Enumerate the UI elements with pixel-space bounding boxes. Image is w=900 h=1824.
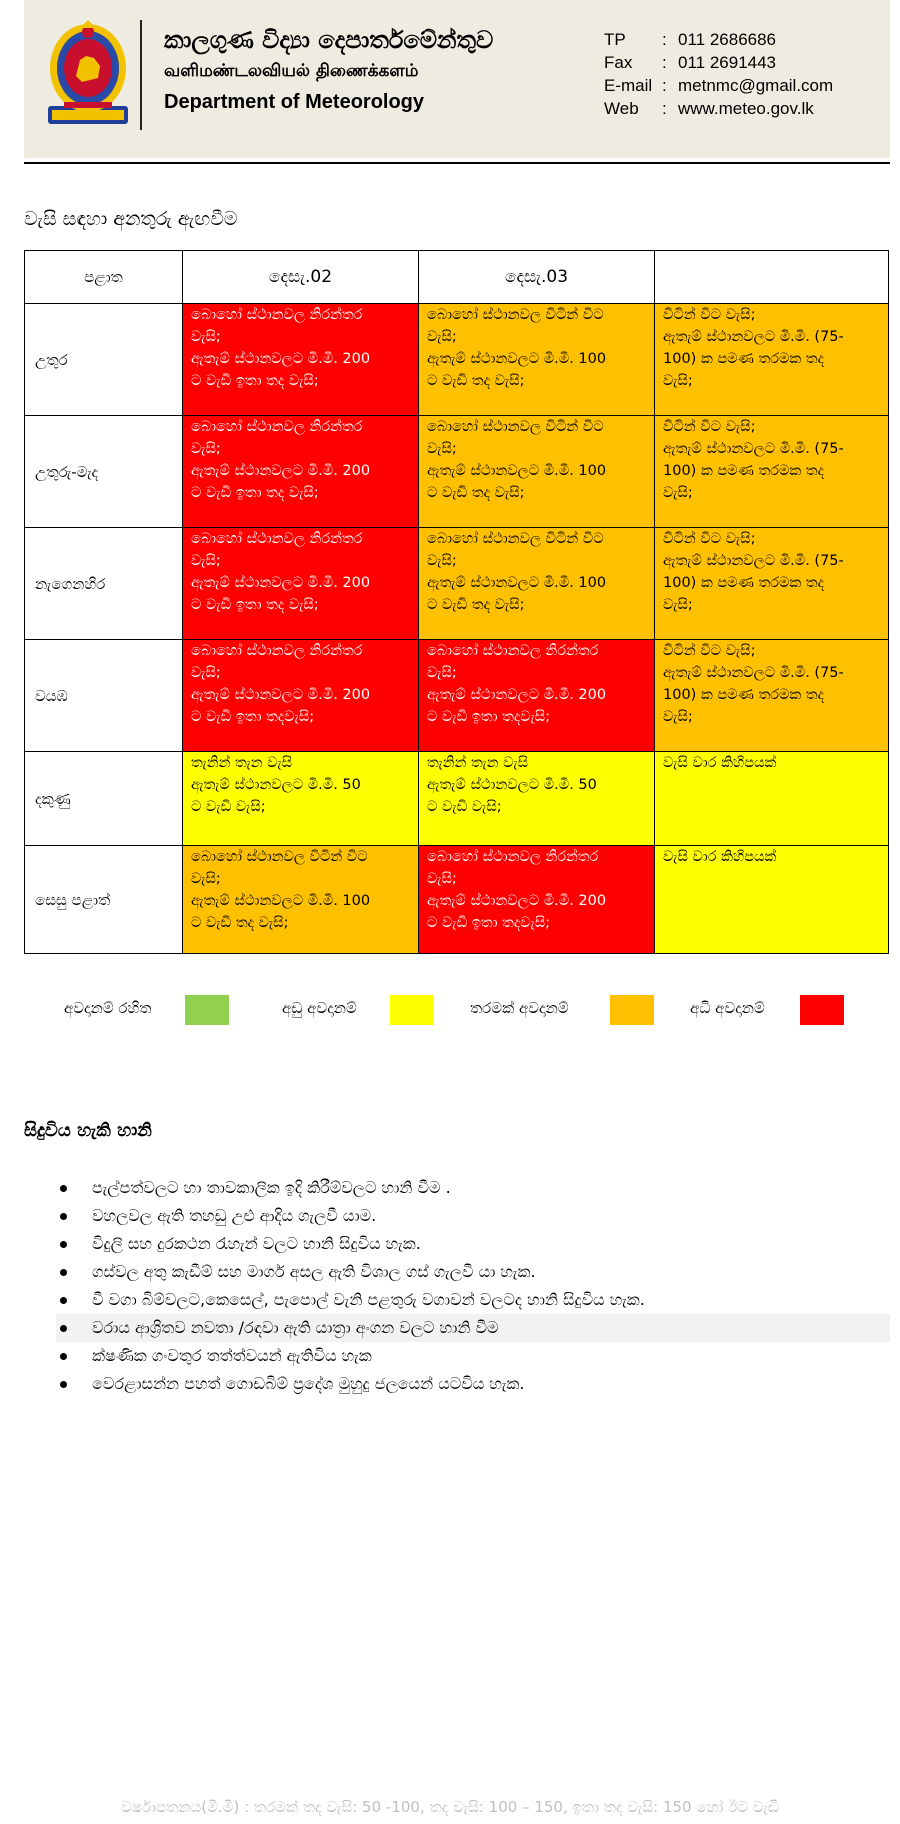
forecast-line: ඇතැම් ස්ථානවලට මි.මී. 200 <box>427 687 607 703</box>
list-item: ගස්වල අතු කැඩීම් සහ මාර්ග අසල ඇති විශාල ගස් ගැලවී යා හැක. <box>56 1258 890 1286</box>
legend-label-low-risk: අඩු අවදානම් <box>282 999 357 1017</box>
forecast-line: බොහෝ ස්ථානවල විටින් විට <box>427 531 604 547</box>
forecast-line: බොහෝ ස්ථානවල නිරන්තර <box>191 307 363 323</box>
forecast-line: බොහෝ ස්ථානවල නිරන්තර <box>427 849 599 865</box>
contact-email[interactable]: E-mail : metnmc@gmail.com <box>604 76 834 95</box>
forecast-line: වැසි; <box>427 665 457 681</box>
forecast-cell <box>655 416 889 528</box>
forecast-line: ට වැඩි තද වැසි; <box>427 373 525 389</box>
forecast-line: බොහෝ ස්ථානවල නිරන්තර <box>191 643 363 659</box>
forecast-line: වැසි; <box>427 871 457 887</box>
forecast-cell <box>183 640 419 752</box>
forecast-line: ට වැඩි වැසි; <box>191 799 266 815</box>
list-item: වී වගා බිම්වලට,කෙසෙල්, පැපොල් වැනි පළතුරු වගාවන් වලටද හානි සිදුවිය හැක. <box>56 1286 890 1314</box>
forecast-line: බොහෝ ස්ථානවල විටින් විට <box>427 307 604 323</box>
org-name-tamil: வளிமண்டலவியல் திணைக்களம் <box>164 61 419 81</box>
impacts-list <box>56 1174 890 1398</box>
forecast-line: වැසි වාර කිහිපයක් <box>663 755 777 771</box>
forecast-line: 100) ක පමණ තරමක තද <box>663 687 825 703</box>
forecast-line: වැසි; <box>191 441 221 457</box>
forecast-line: වැසි; <box>663 709 693 725</box>
forecast-line: ඇතැම් ස්ථානවලට මි.මී. 200 <box>191 687 371 703</box>
forecast-line: වැසි; <box>191 329 221 345</box>
national-emblem-logo <box>46 18 130 130</box>
list-item: වරාය ආශ්‍රිතව නවතා /රඳවා ඇති යාත්‍රා අංගන වලට හානි වීම <box>56 1314 890 1342</box>
legend-label-high-risk: අධි අවදානම් <box>690 999 765 1017</box>
legend-label-moderate-risk: තරමක් අවදානම් <box>470 999 569 1017</box>
forecast-line: වැසි; <box>427 553 457 569</box>
table-row <box>25 416 889 528</box>
forecast-line: වැසි; <box>427 441 457 457</box>
forecast-cell <box>419 846 655 954</box>
table-header-row <box>25 251 889 304</box>
warning-section-title: වැසි සඳහා අනතුරු ඇඟවීම <box>24 208 238 230</box>
forecast-line: විටින් විට වැසි; <box>663 307 756 323</box>
forecast-line: ට වැඩි ඉතා තදවැසි; <box>427 709 551 725</box>
forecast-cell <box>419 640 655 752</box>
forecast-cell <box>655 528 889 640</box>
forecast-cell <box>183 304 419 416</box>
forecast-line: ඇතැම් ස්ථානවලට මි.මී. 50 <box>191 777 361 793</box>
forecast-line: බොහෝ ස්ථානවල නිරන්තර <box>191 531 363 547</box>
forecast-line: බොහෝ ස්ථානවල විටින් විට <box>191 849 368 865</box>
region-cell: උතුරු-මැද <box>25 416 183 528</box>
forecast-line: ට වැඩි ඉතා තදවැසි; <box>191 709 315 725</box>
forecast-line: ඇතැම් ස්ථානවලට මි.මී. (75- <box>663 329 844 345</box>
forecast-line: ට වැඩි ඉතා තද වැසි; <box>191 373 319 389</box>
legend-swatch-no-risk <box>185 995 229 1025</box>
forecast-line: 100) ක පමණ තරමක තද <box>663 463 825 479</box>
forecast-line: ඇතැම් ස්ථානවලට මි.මී. 100 <box>427 463 607 479</box>
table-row <box>25 640 889 752</box>
forecast-line: ඇතැම් ස්ථානවලට මි.මී. 100 <box>427 575 607 591</box>
forecast-line: ඇතැම් ස්ථානවලට මි.මී. (75- <box>663 441 844 457</box>
forecast-cell <box>655 304 889 416</box>
forecast-line: ට වැඩි ඉතා තද වැසි; <box>191 597 319 613</box>
forecast-line: වැසි; <box>663 485 693 501</box>
forecast-line: 100) ක පමණ තරමක තද <box>663 575 825 591</box>
forecast-line: වැසි; <box>191 553 221 569</box>
forecast-line: වැසි; <box>663 597 693 613</box>
forecast-cell <box>419 752 655 846</box>
table-row <box>25 846 889 954</box>
forecast-line: තැනින් තැන වැසි <box>427 755 529 771</box>
forecast-line: වැසි වාර කිහිපයක් <box>663 849 777 865</box>
rainfall-definition-footer: වර්ෂාපතනය(මි.මී) : තරමක් තද වැසි: 50 -100, තද වැසි: 100 – 150, ඉතා තද වැසි: 150 හෝ ඊට වැඩි <box>121 1798 779 1816</box>
forecast-line: විටින් විට වැසි; <box>663 643 756 659</box>
table-row <box>25 304 889 416</box>
contact-web[interactable]: Web : www.meteo.gov.lk <box>604 99 814 118</box>
forecast-cell <box>419 416 655 528</box>
forecast-line: ට වැඩි ඉතා තදවැසි; <box>427 915 551 931</box>
table-row <box>25 752 889 846</box>
organisation-name <box>164 24 493 118</box>
forecast-cell <box>655 640 889 752</box>
region-cell: නැගෙනහිර <box>25 528 183 640</box>
org-name-sinhala: කාලගුණ විද්‍යා දෙපාර්තමේන්තුව <box>164 26 494 54</box>
list-item: පැල්පත්වලට හා තාවකාලික ඉදි කිරීම්වලට හානි වීම . <box>56 1174 890 1202</box>
org-name-english: Department of Meteorology <box>164 91 425 113</box>
header-rule <box>24 162 890 164</box>
list-item: වහලවල ඇති තහඩු උළු ආදිය ගැලවී යාම. <box>56 1202 890 1230</box>
forecast-line: බොහෝ ස්ථානවල නිරන්තර <box>191 419 363 435</box>
legend-label-no-risk: අවදානම් රහිත <box>64 999 152 1017</box>
forecast-line: විටින් විට වැසි; <box>663 531 756 547</box>
rain-warning-table <box>24 250 889 954</box>
forecast-line: වැසි; <box>663 373 693 389</box>
contact-details <box>604 28 833 120</box>
forecast-line: ට වැඩි තද වැසි; <box>427 597 525 613</box>
forecast-line: ට වැඩි වැසි; <box>427 799 502 815</box>
forecast-cell <box>655 752 889 846</box>
forecast-line: ට වැඩි ඉතා තද වැසි; <box>191 485 319 501</box>
table-row <box>25 528 889 640</box>
forecast-line: ඇතැම් ස්ථානවලට මි.මී. 100 <box>427 351 607 367</box>
legend-swatch-moderate-risk <box>610 995 654 1025</box>
forecast-line: ට වැඩි තද වැසි; <box>427 485 525 501</box>
forecast-line: තැනින් තැන වැසි <box>191 755 293 771</box>
col-header-day3 <box>655 251 889 304</box>
forecast-line: ඇතැම් ස්ථානවලට මි.මී. 200 <box>191 463 371 479</box>
forecast-line: ඇතැම් ස්ථානවලට මි.මී. (75- <box>663 665 844 681</box>
legend-swatch-high-risk <box>800 995 844 1025</box>
col-header-day1: දෙසැ.02 <box>183 251 419 304</box>
forecast-cell <box>419 528 655 640</box>
impacts-title: සිදුවිය හැකි හානි <box>24 1120 152 1141</box>
forecast-line: වැසි; <box>191 665 221 681</box>
forecast-line: විටින් විට වැසි; <box>663 419 756 435</box>
forecast-line: ඇතැම් ස්ථානවලට මි.මී. 200 <box>427 893 607 909</box>
forecast-cell <box>655 846 889 954</box>
forecast-cell <box>183 846 419 954</box>
forecast-cell <box>183 752 419 846</box>
list-item: ක්ෂණික ගංවතුර තත්ත්වයන් ඇතිවිය හැක <box>56 1342 890 1370</box>
region-cell: උතුර <box>25 304 183 416</box>
forecast-line: ඇතැම් ස්ථානවලට මි.මී. 100 <box>191 893 371 909</box>
col-header-province: පළාත <box>25 251 183 304</box>
forecast-line: වැසි; <box>191 871 221 887</box>
forecast-line: 100) ක පමණ තරමක තද <box>663 351 825 367</box>
list-item: විදුලි සහ දුරකථන රැහැන් වලට හානි සිදුවිය හැක. <box>56 1230 890 1258</box>
forecast-line: ඇතැම් ස්ථානවලට මි.මී. 200 <box>191 351 371 367</box>
legend-swatch-low-risk <box>390 995 434 1025</box>
forecast-line: බොහෝ ස්ථානවල නිරන්තර <box>427 643 599 659</box>
forecast-line: වැසි; <box>427 329 457 345</box>
col-header-day2: දෙසැ.03 <box>419 251 655 304</box>
header-divider <box>140 20 142 130</box>
region-cell: වයඹ <box>25 640 183 752</box>
forecast-line: බොහෝ ස්ථානවල විටින් විට <box>427 419 604 435</box>
forecast-cell <box>419 304 655 416</box>
forecast-line: ඇතැම් ස්ථානවලට මි.මී. (75- <box>663 553 844 569</box>
forecast-line: ට වැඩි තද වැසි; <box>191 915 289 931</box>
letterhead <box>24 0 890 158</box>
forecast-line: ඇතැම් ස්ථානවලට මි.මී. 200 <box>191 575 371 591</box>
forecast-cell <box>183 416 419 528</box>
risk-legend <box>0 995 900 1025</box>
region-cell: සෙසු පළාත් <box>25 846 183 954</box>
list-item: වෙරළාසන්න පහත් ගොඩබිම් ප්‍රදේශ මුහුදු ජලයෙන් යටවිය හැක. <box>56 1370 890 1398</box>
region-cell: දකුණු <box>25 752 183 846</box>
forecast-line: ඇතැම් ස්ථානවලට මි.මී. 50 <box>427 777 597 793</box>
contact-phone: TP : 011 2686686 <box>604 30 777 49</box>
forecast-cell <box>183 528 419 640</box>
contact-fax: Fax : 011 2691443 <box>604 53 777 72</box>
